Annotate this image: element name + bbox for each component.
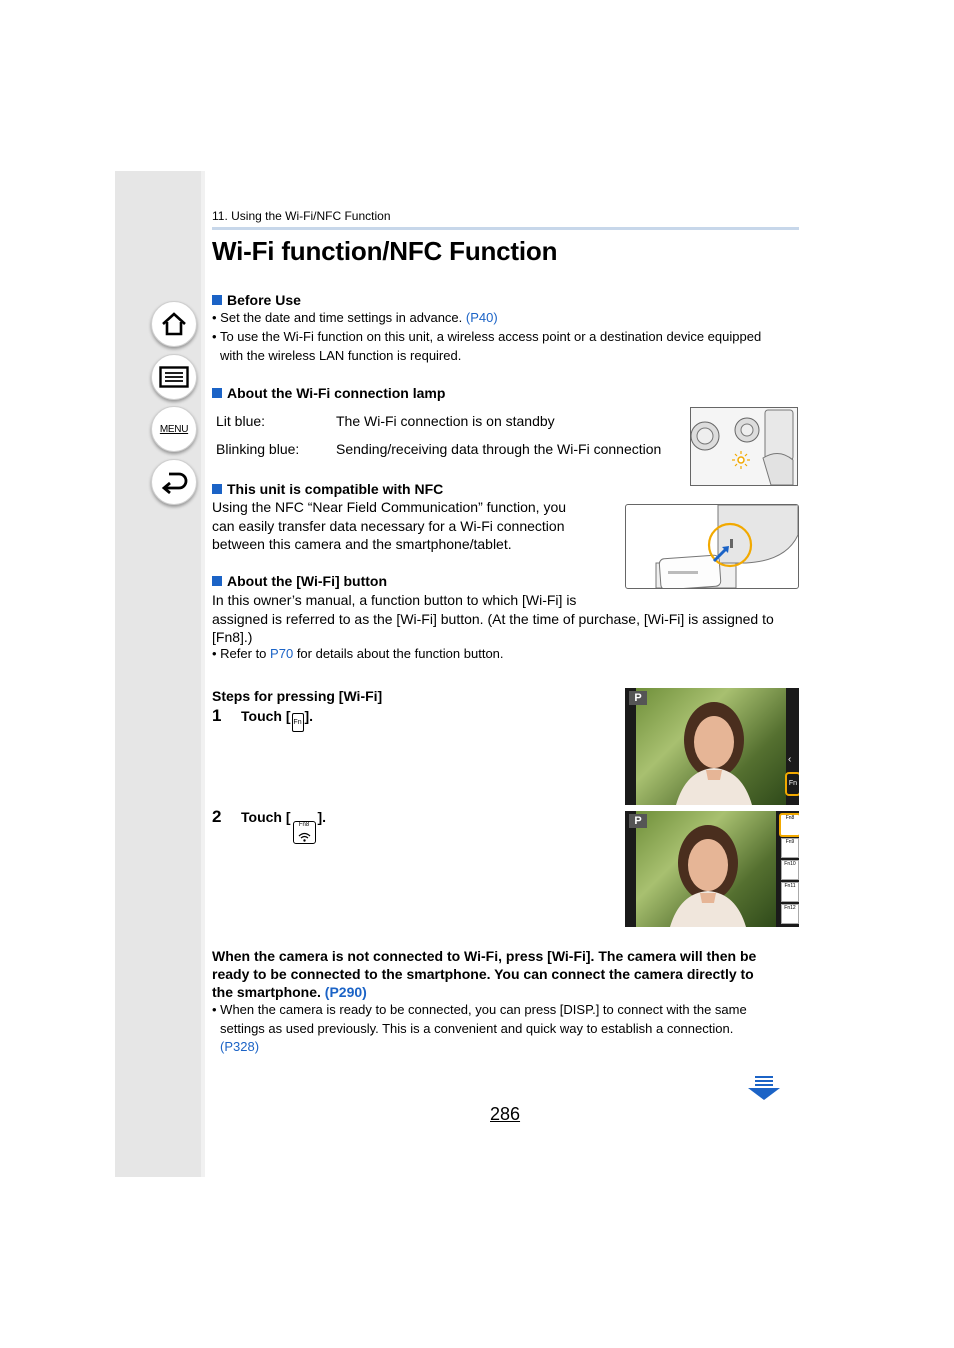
portrait-photo	[636, 811, 776, 927]
lamp-table	[216, 413, 661, 469]
nfc-heading: This unit is compatible with NFC	[212, 481, 443, 497]
lamp-meaning: The Wi-Fi connection is on standby	[336, 413, 555, 429]
fn12-button[interactable]: Fn12	[781, 904, 799, 924]
link-p290[interactable]: (P290)	[324, 984, 367, 1000]
lamp-state: Lit blue:	[216, 413, 266, 429]
link-p70[interactable]: P70	[270, 646, 294, 661]
fn8-wifi-icon: Fn8	[293, 821, 316, 844]
chevron-left-icon: ‹	[788, 754, 792, 765]
steps-heading: Steps for pressing [Wi-Fi]	[212, 688, 383, 704]
sidebar-edge	[201, 171, 205, 1177]
list-icon	[159, 366, 189, 388]
square-bullet-icon	[212, 484, 222, 494]
menu-button[interactable]	[151, 406, 197, 452]
fn10-button[interactable]: Fn10	[781, 860, 799, 880]
step-1-text: Touch [	[241, 708, 291, 724]
link-p40[interactable]: (P40)	[465, 310, 498, 325]
step-1	[212, 706, 313, 729]
breadcrumb: 11. Using the Wi-Fi/NFC Function	[212, 209, 391, 223]
mode-badge: P	[629, 691, 647, 705]
before-use-bullet-1: • Set the date and time settings in advance. (P40)	[212, 310, 498, 325]
back-arrow-icon	[160, 470, 188, 494]
link-p328[interactable]: (P328)	[220, 1039, 260, 1054]
fn-tab-button[interactable]: Fn	[785, 772, 799, 796]
fn8-wifi-button[interactable]: Fn8	[779, 813, 799, 837]
wifi-button-heading: About the [Wi-Fi] button	[212, 573, 387, 589]
conclusion-note: • When the camera is ready to be connected, you can press [DISP.] to connect with the same settings as used previously. This is a convenient and quick way to establish a connection. (P328)	[212, 1002, 747, 1054]
step-number: 1	[212, 706, 222, 725]
square-bullet-icon	[212, 295, 222, 305]
step-2-text: Touch [	[241, 809, 291, 825]
before-use-heading: Before Use	[212, 292, 301, 308]
fn11-button[interactable]: Fn11	[781, 882, 799, 902]
page-title: Wi-Fi function/NFC Function	[212, 236, 558, 266]
lamp-row	[216, 413, 661, 441]
fn-tab-icon: Fn	[292, 713, 304, 732]
conclusion-text: When the camera is not connected to Wi-Fi, press [Wi-Fi]. The camera will then be ready to be connected to the smartphone. You can connect the camera directly to the smartphone. (P290)	[212, 948, 757, 1000]
nfc-text: Using the NFC “Near Field Communication” function, you can easily transfer data necessary for a Wi-Fi connection between this camera and the smartphone/tablet.	[212, 499, 567, 552]
home-button[interactable]	[151, 301, 197, 347]
step-number: 2	[212, 807, 222, 826]
next-page-arrow-icon[interactable]	[747, 1076, 781, 1107]
step-2	[212, 807, 326, 840]
page-number: 286	[490, 1104, 521, 1124]
header-rule	[212, 227, 799, 230]
step-1-text-end: ].	[304, 708, 314, 724]
back-button[interactable]	[151, 459, 197, 505]
fn9-button[interactable]: Fn9	[781, 838, 799, 858]
step-2-text-end: ].	[317, 809, 327, 825]
wifi-lamp-illustration	[690, 407, 798, 486]
portrait-photo	[636, 688, 786, 805]
lamp-meaning: Sending/receiving data through the Wi-Fi connection	[336, 441, 662, 457]
wifi-button-refer: • Refer to P70 for details about the function button.	[212, 646, 504, 661]
camera-screen-1	[625, 688, 799, 805]
menu-label: MENU	[159, 423, 189, 435]
lamp-row	[216, 441, 661, 469]
camera-screen-2	[625, 811, 799, 927]
lamp-state: Blinking blue:	[216, 441, 300, 457]
square-bullet-icon	[212, 576, 222, 586]
wifi-button-text: In this owner’s manual, a function button to which [Wi-Fi] is assigned is referred to as the [Wi-Fi] button. (At the time of purchase, [Wi-Fi] is assigned to [Fn8].)	[212, 592, 774, 645]
wifi-icon	[298, 832, 311, 842]
before-use-bullet-2: • To use the Wi-Fi function on this unit, a wireless access point or a destination device equipped with the wireless LAN function is required.	[212, 329, 762, 363]
nfc-illustration	[625, 504, 799, 589]
toc-button[interactable]	[151, 354, 197, 400]
lamp-heading: About the Wi-Fi connection lamp	[212, 385, 445, 401]
home-icon	[160, 311, 188, 337]
square-bullet-icon	[212, 388, 222, 398]
mode-badge: P	[629, 814, 647, 828]
